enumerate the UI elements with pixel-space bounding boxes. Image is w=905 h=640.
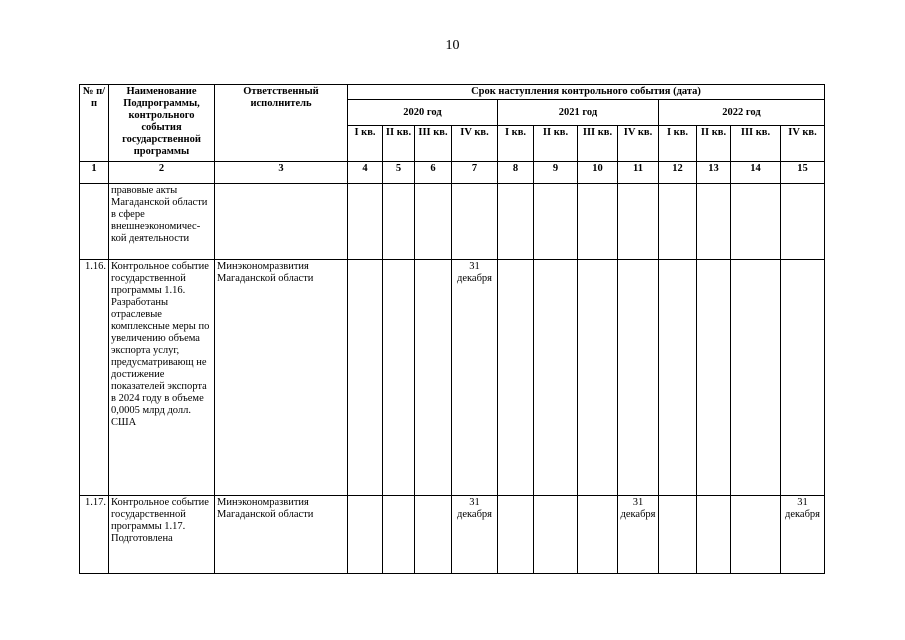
date-cell (534, 260, 578, 496)
header-year-2021: 2021 год (498, 100, 659, 126)
header-quarter: IV кв. (618, 126, 659, 162)
column-number: 1 (80, 162, 109, 184)
date-cell (618, 260, 659, 496)
row-number (80, 184, 109, 260)
column-number: 3 (215, 162, 348, 184)
header-quarter: IV кв. (781, 126, 825, 162)
date-cell (781, 184, 825, 260)
date-cell (578, 260, 618, 496)
column-number: 2 (109, 162, 215, 184)
header-quarter: I кв. (659, 126, 697, 162)
header-no: № п/п (80, 85, 109, 162)
date-cell (731, 496, 781, 574)
date-cell (731, 260, 781, 496)
date-cell (659, 184, 697, 260)
date-cell (415, 184, 452, 260)
header-name: Наименование Подпрограммы, контрольного события государственной программы (109, 85, 215, 162)
column-number: 12 (659, 162, 697, 184)
header-quarter: I кв. (498, 126, 534, 162)
header-quarter: III кв. (578, 126, 618, 162)
header-executor: Ответственный исполнитель (215, 85, 348, 162)
date-cell (659, 260, 697, 496)
table-row (80, 260, 825, 496)
column-number: 8 (498, 162, 534, 184)
column-number: 6 (415, 162, 452, 184)
date-cell (452, 184, 498, 260)
date-cell (534, 496, 578, 574)
date-cell (348, 184, 383, 260)
row-number: 1.16. (80, 260, 109, 496)
column-number: 9 (534, 162, 578, 184)
row-name: Контрольное событие государственной программы 1.17. Подготовлена (109, 496, 215, 574)
date-cell (415, 496, 452, 574)
row-executor: Минэкономразвития Магаданской области (215, 496, 348, 574)
column-number: 7 (452, 162, 498, 184)
row-name: правовые акты Магаданской области в сфере внешнеэкономической деятельности (109, 184, 215, 260)
column-number: 4 (348, 162, 383, 184)
header-year-2020: 2020 год (348, 100, 498, 126)
column-number: 14 (731, 162, 781, 184)
date-cell: 31 декабря (781, 496, 825, 574)
header-quarter: I кв. (348, 126, 383, 162)
header-quarter: II кв. (383, 126, 415, 162)
date-cell (697, 496, 731, 574)
row-executor (215, 184, 348, 260)
table-row (80, 184, 825, 260)
page-number: 10 (445, 38, 460, 53)
header-quarter: III кв. (415, 126, 452, 162)
date-cell (578, 184, 618, 260)
column-number: 11 (618, 162, 659, 184)
row-executor: Минэкономразвития Магаданской области (215, 260, 348, 496)
date-cell (498, 496, 534, 574)
header-quarter: IV кв. (452, 126, 498, 162)
date-cell (781, 260, 825, 496)
header-year-2022: 2022 год (659, 100, 825, 126)
row-name: Контрольное событие государственной программы 1.16. Разработаны отраслевые комплексные меры по увеличению объема экспорта услуг, предусматривающ не достижение показателей экспорта в 2024 году в объеме 0,0005 млрд долл. США (109, 260, 215, 496)
control-events-table (79, 84, 825, 574)
date-cell: 31 декабря (452, 260, 498, 496)
date-cell (498, 184, 534, 260)
date-cell (534, 184, 578, 260)
date-cell (383, 184, 415, 260)
date-cell (348, 496, 383, 574)
column-number: 13 (697, 162, 731, 184)
table-row (80, 496, 825, 574)
column-number: 5 (383, 162, 415, 184)
header-deadline: Срок наступления контрольного события (дата) (348, 85, 825, 100)
header-quarter: II кв. (534, 126, 578, 162)
date-cell (618, 184, 659, 260)
header-quarter: III кв. (731, 126, 781, 162)
row-number: 1.17. (80, 496, 109, 574)
date-cell (731, 184, 781, 260)
date-cell: 31 декабря (452, 496, 498, 574)
date-cell (697, 260, 731, 496)
column-number: 15 (781, 162, 825, 184)
date-cell (348, 260, 383, 496)
date-cell: 31 декабря (618, 496, 659, 574)
date-cell (498, 260, 534, 496)
date-cell (383, 260, 415, 496)
date-cell (383, 496, 415, 574)
date-cell (578, 496, 618, 574)
date-cell (415, 260, 452, 496)
date-cell (659, 496, 697, 574)
header-quarter: II кв. (697, 126, 731, 162)
column-number: 10 (578, 162, 618, 184)
date-cell (697, 184, 731, 260)
